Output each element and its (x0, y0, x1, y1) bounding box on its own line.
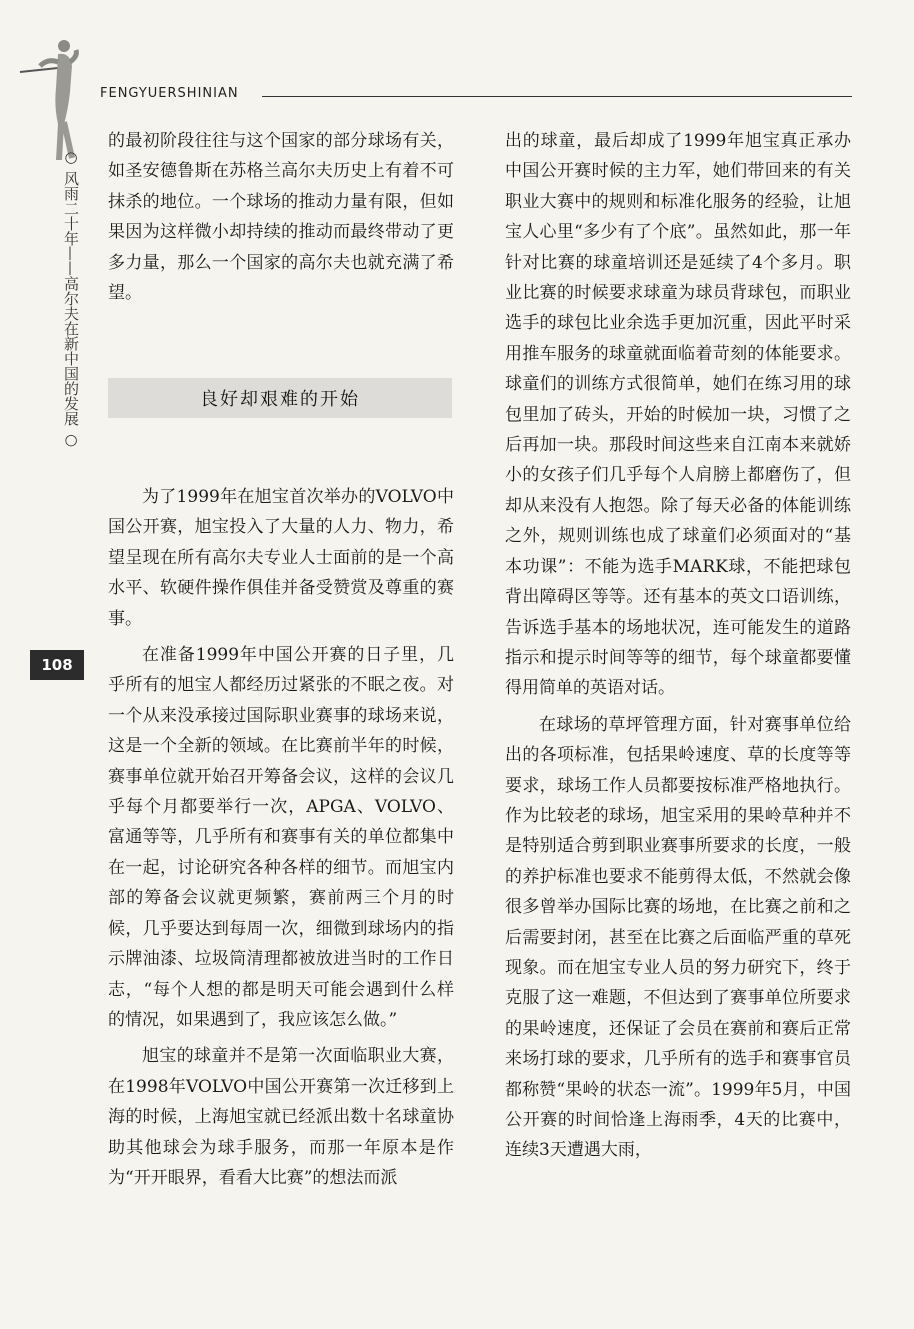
left-top-text (108, 126, 454, 308)
series-title-vertical: ○ 风雨二十年——高尔夫在新中国的发展 ○ (62, 148, 80, 449)
paragraph: 为了1999年在旭宝首次举办的VOLVO中国公开赛，旭宝投入了大量的人力、物力，希望呈现在所有高尔夫专业人士面前的是一个高水平、软硬件操作俱佳并备受赞赏及尊重的赛事。 (108, 487, 454, 629)
paragraph: 旭宝的球童并不是第一次面临职业大赛，在1998年VOLVO中国公开赛第一次迁移到上海的时候，上海旭宝就已经派出数十名球童协助其他球会为球手服务，而那一年原本是作为“开开眼界，看看大比赛”的想法而派 (108, 1046, 454, 1188)
header-rule (262, 96, 852, 97)
page-number: 108 (30, 650, 84, 680)
right-column-text (505, 126, 851, 1166)
golfer-figure-icon (18, 32, 108, 162)
left-column-text (108, 482, 454, 1193)
paragraph: 的最初阶段往往与这个国家的部分球场有关，如圣安德鲁斯在苏格兰高尔夫历史上有着不可抹杀的地位。一个球场的推动力量有限，但如果因为这样微小却持续的推动而最终带动了更多力量，那么一个国家的高尔夫也就充满了希望。 (108, 131, 454, 304)
paragraph: 在球场的草坪管理方面，针对赛事单位给出的各项标准，包括果岭速度、草的长度等等要求，球场工作人员都要按标准严格地执行。作为比较老的球场，旭宝采用的果岭草种并不是特别适合剪到职业赛事所要求的长度，一般的养护标准也要求不能剪得太低，不然就会像很多曾举办国际比赛的场地，在比赛之前和之后需要封闭，甚至在比赛之后面临严重的草死现象。而在旭宝专业人员的努力研究下，终于克服了这一难题，不但达到了赛事单位所要求的果岭速度，还保证了会员在赛前和赛后正常来场打球的要求，几乎所有的选手和赛事官员都称赞“果岭的状态一流”。1999年5月，中国公开赛的时间恰逢上海雨季，4天的比赛中，连续3天遭遇大雨， (505, 714, 851, 1161)
paragraph: 出的球童，最后却成了1999年旭宝真正承办中国公开赛时候的主力军，她们带回来的有关职业大赛中的规则和标准化服务的经验，让旭宝人心里“多少有了个底”。虽然如此，那一年针对比赛的球童培训还是延续了4个多月。职业比赛的时候要求球童为球员背球包，而职业选手的球包比业余选手更加沉重，因此平时采用推车服务的球童就面临着苛刻的体能要求。球童们的训练方式很简单，她们在练习用的球包里加了砖头，开始的时候加一块，习惯了之后再加一块。那段时间这些来自江南本来就娇小的女孩子们几乎每个人肩膀上都磨伤了，但却从来没有人抱怨。除了每天必备的体能训练之外，规则训练也成了球童们必须面对的“基本功课”：不能为选手MARK球，不能把球包背出障碍区等等。还有基本的英文口语训练，告诉选手基本的场地状况，连可能发生的道路指示和提示时间等等的细节，每个球童都要懂得用简单的英语对话。 (505, 131, 851, 699)
section-title: 良好却艰难的开始 (108, 378, 452, 418)
paragraph: 在准备1999年中国公开赛的日子里，几乎所有的旭宝人都经历过紧张的不眠之夜。对一个从来没承接过国际职业赛事的球场来说，这是一个全新的领域。在比赛前半年的时候，赛事单位就开始召开筹备会议，这样的会议几乎每个月都要举行一次，APGA、VOLVO、富通等等，几乎所有和赛事有关的单位都集中在一起，讨论研究各种各样的细节。而旭宝内部的筹备会议就更频繁，赛前两三个月的时候，几乎要达到每周一次，细微到球场内的指示牌油漆、垃圾筒清理都被放进当时的工作日志，“每个人想的都是明天可能会遇到什么样的情况，如果遇到了，我应该怎么做。” (108, 645, 454, 1030)
running-title: FENGYUERSHINIAN (100, 86, 239, 101)
